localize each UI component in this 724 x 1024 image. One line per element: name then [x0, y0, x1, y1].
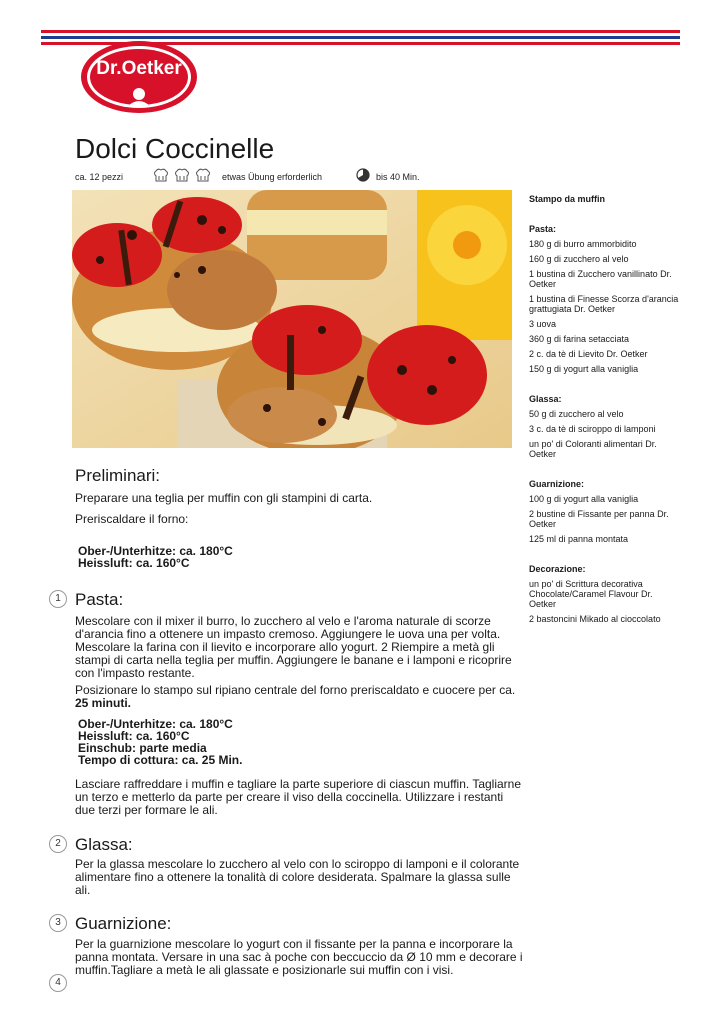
svg-text:Dr.Oetker: Dr.Oetker	[96, 58, 182, 79]
ingredient-item: 160 g di zucchero al velo	[529, 254, 629, 264]
step-heading: Glassa:	[75, 835, 133, 854]
ingredient-section-title: Guarnizione:	[529, 479, 585, 489]
step-text-part: Posizionare lo stampo sul ripiano centrale del forno preriscaldato e cuocere per ca.	[75, 683, 516, 697]
step-heading: Guarnizione:	[75, 914, 172, 933]
preliminari-heading: Preliminari:	[75, 466, 161, 485]
oven-setting: Ober-/Unterhitze: ca. 180°C	[78, 544, 233, 558]
recipe-photo	[72, 190, 512, 448]
step-number: 3	[49, 914, 67, 932]
ingredient-item: un po' di Scrittura decorativa Chocolate/Caramel Flavour Dr. Oetker	[529, 579, 653, 609]
ingredient-item: 1 bustina di Zucchero vanillinato Dr. Oetker	[529, 269, 672, 289]
difficulty-rating	[153, 168, 211, 182]
equipment-label: Stampo da muffin	[529, 194, 605, 204]
ingredient-item: 3 uova	[529, 319, 557, 329]
step-text: Per la glassa mescolare lo zucchero al velo con lo sciroppo di lamponi e il colorante alimentare fino a ottenere la tonalità di colore desiderata. Spalmare la glassa sulle ali.	[75, 857, 520, 897]
step-heading: Pasta:	[75, 590, 124, 609]
oven-setting: Heissluft: ca. 160°C	[78, 556, 190, 570]
chef-hat-icon	[195, 168, 211, 182]
chef-hat-icon	[174, 168, 190, 182]
ingredient-item: 180 g di burro ammorbidito	[529, 239, 637, 249]
step-number: 1	[49, 590, 67, 608]
chef-hat-icon	[153, 168, 169, 182]
ingredient-item: 125 ml di panna montata	[529, 534, 629, 544]
preliminari-text: Preriscaldare il forno:	[75, 512, 189, 526]
step-text: Mescolare con il mixer il burro, lo zucchero al velo e l'aroma naturale di scorze d'arancia fino a ottenere un impasto cremoso. Aggiungere le uova una per volta. Mescolare la farina con il lievito e incorporare allo yogurt. 2 Riempire a metà gli stampi di carta nella teglia per muffin. Aggiungere le banane e i lamponi e ricoprire con l'impasto restante.	[75, 614, 512, 680]
ingredient-section-title: Glassa:	[529, 394, 562, 404]
ingredient-item: 1 bustina di Finesse Scorza d'arancia grattugiata Dr. Oetker	[529, 294, 679, 314]
oven-setting: Ober-/Unterhitze: ca. 180°C	[78, 717, 233, 731]
dr-oetker-logo	[80, 40, 198, 115]
time-text: bis 40 Min.	[376, 172, 420, 182]
oven-setting: Heissluft: ca. 160°C	[78, 729, 190, 743]
step-text: Lasciare raffreddare i muffin e tagliare la parte superiore di ciascun muffin. Tagliarne un terzo e metterlo da parte per creare il viso della coccinella. Utilizzare i restanti due terzi per formare le ali.	[75, 777, 522, 817]
step-text	[75, 684, 525, 710]
ingredient-item: 50 g di zucchero al velo	[529, 409, 624, 419]
step-text: Per la guarnizione mescolare lo yogurt con il fissante per la panna e incorporare la panna montata. Versare in una sac à poche con beccuccio da Ø 10 mm e decorare i muffin.Tagliare a metà le ali glassate e posizionarle sui muffin con i visi.	[75, 937, 523, 977]
ingredient-item: 2 bastoncini Mikado al cioccolato	[529, 614, 661, 624]
ingredient-section-title: Decorazione:	[529, 564, 586, 574]
step-number: 2	[49, 835, 67, 853]
oven-setting: Tempo di cottura: ca. 25 Min.	[78, 753, 243, 767]
ingredient-item: 100 g di yogurt alla vaniglia	[529, 494, 639, 504]
ingredient-item: un po' di Coloranti alimentari Dr. Oetker	[529, 439, 657, 459]
difficulty-text: etwas Übung erforderlich	[222, 172, 323, 182]
servings: ca. 12 pezzi	[75, 172, 124, 182]
ingredient-item: 360 g di farina setacciata	[529, 334, 630, 344]
ingredient-item: 150 g di yogurt alla vaniglia	[529, 364, 639, 374]
ingredient-section-title: Pasta:	[529, 224, 557, 234]
bake-time: 25 minuti.	[75, 696, 132, 710]
clock-icon	[356, 168, 370, 182]
ingredient-item: 2 bustine di Fissante per panna Dr. Oetker	[529, 509, 669, 529]
step-number: 4	[49, 974, 67, 992]
oven-setting: Einschub: parte media	[78, 741, 207, 755]
ingredient-item: 3 c. da tè di sciroppo di lamponi	[529, 424, 656, 434]
ingredients-sidebar	[529, 194, 679, 629]
recipe-title: Dolci Coccinelle	[75, 133, 275, 164]
ingredient-item: 2 c. da tè di Lievito Dr. Oetker	[529, 349, 648, 359]
preliminari-text: Preparare una teglia per muffin con gli stampini di carta.	[75, 491, 373, 505]
